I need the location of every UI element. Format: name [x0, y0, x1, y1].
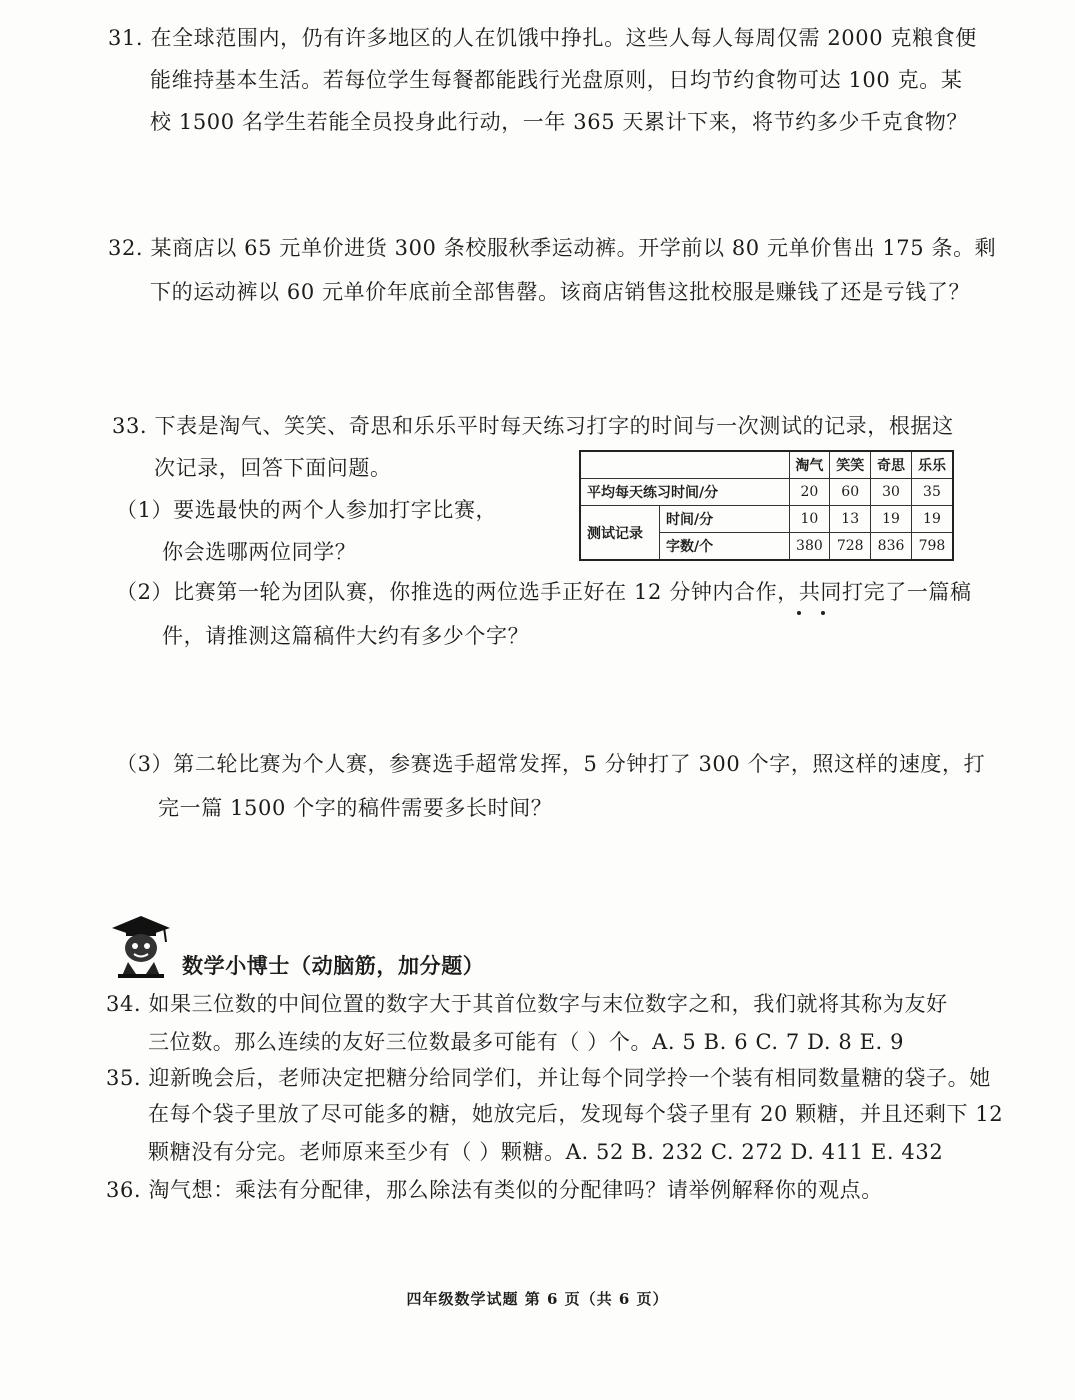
emphasis-dot	[797, 611, 801, 615]
q33-part3-line-1: （3）第二轮比赛为个人赛，参赛选手超常发挥，5 分钟打了 300 个字，照这样的速度，打	[116, 752, 986, 776]
table-cell: 380	[789, 533, 830, 561]
table-cell: 728	[830, 533, 871, 561]
q33-part1-line-2: 你会选哪两位同学？	[162, 540, 357, 564]
q35-line-1: 35. 迎新晚会后，老师决定把糖分给同学们，并让每个同学拎一个装有相同数量糖的袋子。她	[106, 1066, 991, 1090]
table-cell: 20	[789, 479, 830, 506]
page-footer: 四年级数学试题 第 6 页（共 6 页）	[406, 1290, 669, 1308]
table-header: 乐乐	[911, 451, 953, 479]
q33-part2-line-1: （2）比赛第一轮为团队赛，你推选的两位选手正好在 12 分钟内合作，共同打完了一篇稿	[116, 580, 972, 604]
emphasis-dot	[821, 611, 825, 615]
table-cell: 798	[911, 533, 953, 561]
row-label-practice: 平均每天练习时间/分	[580, 479, 789, 506]
bonus-title: 数学小博士（动脑筋，加分题）	[182, 953, 485, 978]
scholar-mascot-icon	[106, 910, 176, 980]
q36-line-1: 36. 淘气想：乘法有分配律，那么除法有类似的分配律吗？请举例解释你的观点。	[106, 1178, 883, 1202]
table-corner	[580, 451, 789, 479]
table-header: 奇思	[871, 451, 912, 479]
typing-record-table	[579, 450, 954, 561]
table-cell: 19	[911, 506, 953, 533]
q33-line-1: 33. 下表是淘气、笑笑、奇思和乐乐平时每天练习打字的时间与一次测试的记录，根据这	[112, 414, 954, 438]
q33-line-2: 次记录，回答下面问题。	[154, 456, 392, 480]
table-header: 淘气	[789, 451, 830, 479]
q31-line-2: 能维持基本生活。若每位学生每餐都能践行光盘原则，日均节约食物可达 100 克。某	[150, 68, 963, 92]
q33-part3-line-2: 完一篇 1500 个字的稿件需要多长时间？	[158, 796, 553, 820]
table-cell: 836	[871, 533, 912, 561]
q33-part1-line-1: （1）要选最快的两个人参加打字比赛，	[116, 498, 498, 522]
q35-line-3: 颗糖没有分完。老师原来至少有（ ）颗糖。A. 52 B. 232 C. 272 D. 411 E. 432	[148, 1140, 944, 1164]
q32-line-1: 32. 某商店以 65 元单价进货 300 条校服秋季运动裤。开学前以 80 元单价售出 175 条。剩	[108, 236, 997, 260]
table-cell: 30	[871, 479, 912, 506]
table-cell: 13	[830, 506, 871, 533]
table-cell: 35	[911, 479, 953, 506]
q35-line-2: 在每个袋子里放了尽可能多的糖，她放完后，发现每个袋子里有 20 颗糖，并且还剩下 12	[148, 1102, 1004, 1126]
row-label-words: 字数/个	[660, 533, 790, 561]
table-cell: 60	[830, 479, 871, 506]
q34-line-2: 三位数。那么连续的友好三位数最多可能有（ ）个。A. 5 B. 6 C. 7 D. 8 E. 9	[148, 1030, 905, 1054]
table-cell: 19	[871, 506, 912, 533]
q33-part2-line-2: 件，请推测这篇稿件大约有多少个字？	[162, 624, 530, 648]
q32-line-2: 下的运动裤以 60 元单价年底前全部售罄。该商店销售这批校服是赚钱了还是亏钱了？	[150, 280, 971, 304]
row-label-test: 测试记录	[580, 506, 660, 561]
q31-line-1: 31. 在全球范围内，仍有许多地区的人在饥饿中挣扎。这些人每人每周仅需 2000 克粮食便	[108, 26, 977, 50]
row-label-time: 时间/分	[660, 506, 790, 533]
table-header: 笑笑	[830, 451, 871, 479]
q34-line-1: 34. 如果三位数的中间位置的数字大于其首位数字与末位数字之和，我们就将其称为友好	[106, 992, 948, 1016]
q31-line-3: 校 1500 名学生若能全员投身此行动，一年 365 天累计下来，将节约多少千克食物？	[150, 110, 969, 134]
table-cell: 10	[789, 506, 830, 533]
